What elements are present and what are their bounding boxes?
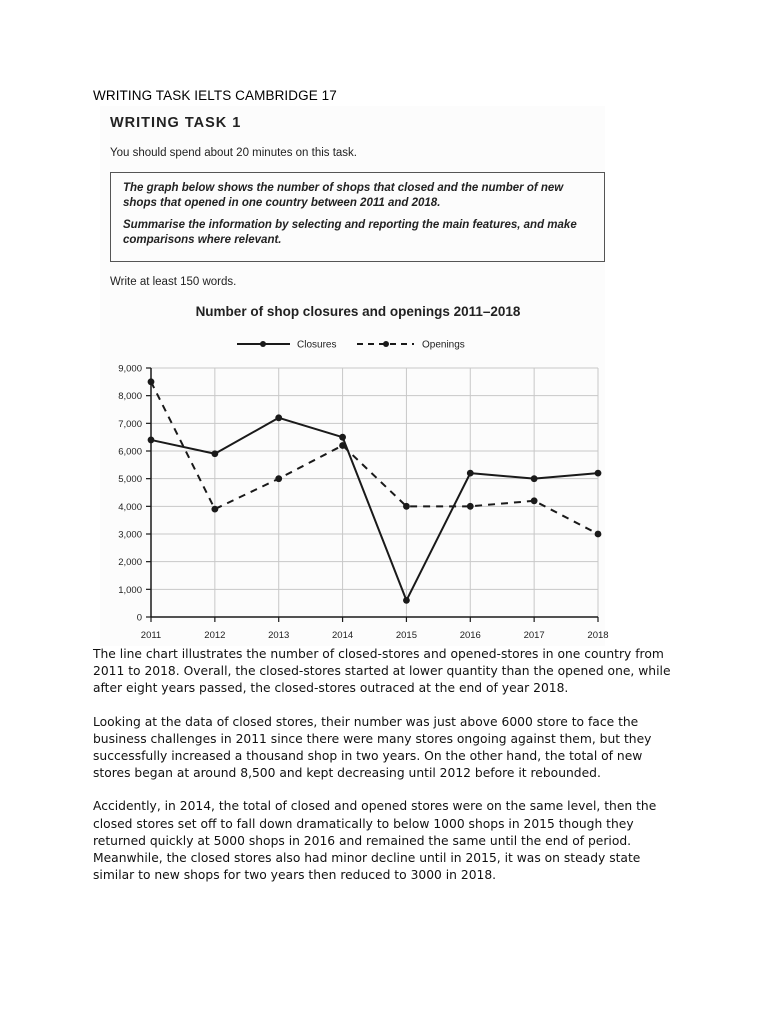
x-tick-label: 2012 <box>204 630 226 641</box>
data-point-closures-2014 <box>339 434 346 441</box>
x-tick-label: 2016 <box>459 630 481 641</box>
y-tick-label: 4,000 <box>118 501 142 513</box>
y-tick-label: 1,000 <box>118 584 142 596</box>
data-point-openings-2015 <box>403 503 410 510</box>
data-point-closures-2015 <box>403 597 410 604</box>
essay-paragraph-1: The line chart illustrates the number of closed-stores and opened-stores in one country from 2011 to 2018. Overall, the closed-stores started at lower quantity than the opened one, while after eight years passed, the closed-stores outraced at the end of year 2018. <box>93 647 671 696</box>
data-point-openings-2016 <box>467 503 474 510</box>
document-heading: WRITING TASK IELTS CAMBRIDGE 17 <box>93 88 337 103</box>
data-point-closures-2011 <box>148 437 155 444</box>
y-tick-label: 0 <box>136 612 142 624</box>
data-point-closures-2016 <box>467 470 474 477</box>
legend-openings-marker <box>383 341 389 347</box>
chart-grid <box>151 368 598 617</box>
task-instruction: You should spend about 20 minutes on this task. <box>110 147 357 159</box>
task-prompt-1: The graph below shows the number of shops that closed and the number of new shops that opened in one country between 2011 and 2018. <box>123 182 564 209</box>
essay-paragraph-2: Looking at the data of closed stores, their number was just above 6000 store to face the business challenges in 2011 since there were many stores ongoing against them, but they successfully increased a thousand shop in two years. On the other hand, the total of new stores began at around 8,500 and kept decreasing until 2012 before it rebounded. <box>93 714 652 781</box>
word-count-instruction: Write at least 150 words. <box>110 276 237 288</box>
series-line-openings <box>151 382 598 534</box>
data-point-closures-2017 <box>531 475 538 482</box>
x-tick-label: 2013 <box>268 630 290 641</box>
data-point-openings-2012 <box>211 506 218 513</box>
x-tick-label: 2014 <box>332 630 354 641</box>
essay <box>93 646 683 900</box>
legend-openings-label: Openings <box>422 339 465 351</box>
y-tick-label: 3,000 <box>118 529 142 541</box>
task-prompt-2: Summarise the information by selecting and reporting the main features, and make comparisons where relevant. <box>123 219 577 246</box>
data-point-openings-2011 <box>148 378 155 385</box>
data-point-closures-2013 <box>275 414 282 421</box>
data-point-openings-2017 <box>531 497 538 504</box>
task-title: WRITING TASK 1 <box>110 115 242 131</box>
chart-title: Number of shop closures and openings 2011–2018 <box>195 304 521 319</box>
y-tick-label: 2,000 <box>118 557 142 569</box>
legend-closures-label: Closures <box>297 339 337 351</box>
x-tick-label: 2017 <box>523 630 545 641</box>
essay-paragraph-3: Accidently, in 2014, the total of closed and opened stores were on the same level, then the closed stores set off to fall down dramatically to below 1000 shops in 2015 though they returned quickly at 5000 shops in 2016 and remained the same until the end of period. Meanwhile, the closed stores also had minor decline until in 2015, it was on steady state similar to new shops for two years then reduced to 3000 in 2018. <box>93 799 657 883</box>
y-tick-label: 7,000 <box>118 418 142 430</box>
data-point-closures-2018 <box>595 470 602 477</box>
chart-legend <box>237 340 465 351</box>
y-tick-label: 6,000 <box>118 446 142 458</box>
y-tick-label: 5,000 <box>118 474 142 486</box>
data-point-openings-2013 <box>275 475 282 482</box>
x-tick-label: 2018 <box>587 630 609 641</box>
data-point-closures-2012 <box>211 450 218 457</box>
y-tick-label: 9,000 <box>118 363 142 375</box>
legend-closures-marker <box>260 341 266 347</box>
x-tick-label: 2011 <box>140 630 162 641</box>
y-tick-label: 8,000 <box>118 391 142 403</box>
chart-series <box>148 378 602 603</box>
x-tick-label: 2015 <box>395 630 417 641</box>
data-point-openings-2014 <box>339 442 346 449</box>
data-point-openings-2018 <box>595 531 602 538</box>
